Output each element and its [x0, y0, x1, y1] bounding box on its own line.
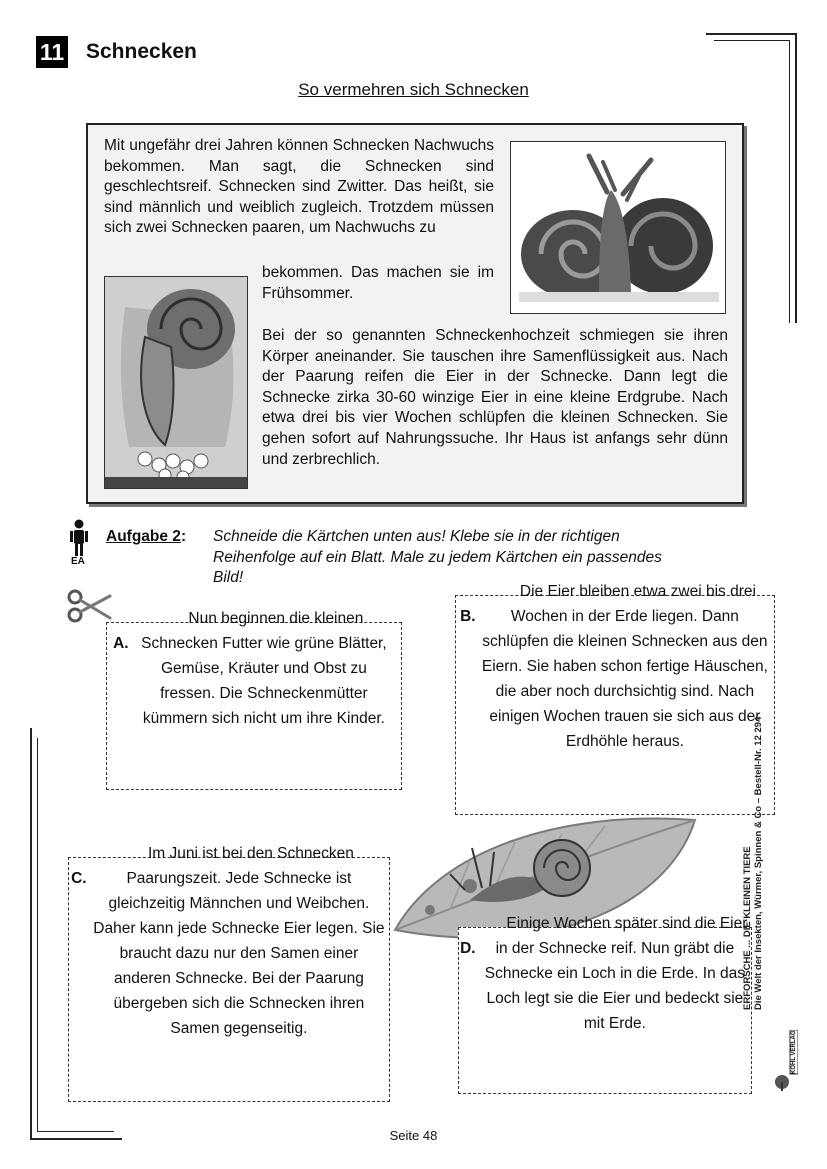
card-d-text: Einige Wochen später sind die Eier in der Schnecke reif. Nun gräbt die Schnecke ein Loch in die Erde. In das Loch legt sie die Eier und bedeckt sie mit Erde.	[484, 915, 748, 1032]
card-c-text: Im Juni ist bei den Schnecken Paarungszeit. Jede Schnecke ist gleichzeitig Männchen und Weibchen. Daher kann jede Schnecke Eier legen. Sie braucht dazu nur den Samen einer anderen Schnecke. Bei der Paarung übergeben sich die Schnecken ihren Samen gegenseitig.	[93, 845, 385, 1037]
chapter-number: 11	[36, 36, 68, 68]
chapter-title: Schnecken	[86, 40, 197, 63]
section-title: So vermehren sich Schnecken	[298, 80, 529, 99]
info-paragraph-2: Bei der so genannten Schneckenhochzeit schmiegen sie ihren Körper aneinander. Sie tauschen ihre Samenflüssigkeit aus. Nach der Paarung reifen die Eier in der Schnecke. Dann legt die Schnecke zirka 30-60 winzige Eier in eine kleine Erdgrube. Nach etwa drei bis vier Wochen schlüpfen die kleinen Schnecken. Sie gehen sofort auf Nahrungssuche. Ihr Haus ist anfangs sehr dünn und zerbrechlich.	[262, 327, 728, 468]
task-label-suffix: :	[180, 528, 187, 545]
info-paragraph-1-continued: bekommen. Das machen sie im Frühsommer.	[262, 264, 494, 302]
card-b-letter: B.	[460, 608, 476, 625]
publisher-logo	[770, 1030, 798, 1092]
card-c-letter: C.	[71, 870, 87, 887]
snail-laying-eggs-drawing	[104, 276, 248, 489]
publisher-sidebar	[742, 630, 786, 1010]
card-c	[68, 845, 390, 1102]
publisher-name: KOHL VERLAG	[791, 1030, 797, 1074]
book-subtitle: Die Welt der Insekten, Würmer, Spinnen & Co – Bestell-Nr. 12 294	[753, 716, 764, 1010]
mating-snails-photo	[510, 141, 726, 314]
frame-line	[30, 728, 32, 1140]
task-label-text: Aufgabe 2	[106, 528, 181, 545]
scissors-icon	[66, 588, 112, 626]
card-a	[106, 610, 402, 790]
frame-line	[795, 33, 797, 323]
card-d-letter: D.	[460, 940, 476, 957]
frame-line	[714, 40, 790, 41]
card-a-letter: A.	[113, 635, 129, 652]
card-a-text: Nun beginnen die kleinen Schnecken Futter wie grüne Blätter, Gemüse, Kräuter und Obst zu fressen. Die Schneckenmütter kümmern sich nicht um ihre Kinder.	[141, 610, 387, 727]
book-title: ERFORSCHE ... DIE KLEINEN TIERE	[742, 846, 753, 1010]
card-b-text: Die Eier bleiben etwa zwei bis drei Wochen in der Erde liegen. Dann schlüpfen die kleinen Schnecken aus den Eiern. Sie haben schon fertige Häuschen, die aber noch durchsichtig sind. Nach einigen Wochen trauen sie sich aus der Erdhöhle heraus.	[481, 583, 768, 750]
frame-line	[37, 738, 38, 1132]
frame-line	[706, 33, 797, 35]
page-number: Seite 48	[389, 1128, 438, 1143]
task-label	[106, 527, 186, 547]
individual-work-label: EA	[71, 556, 85, 567]
card-b	[455, 583, 775, 815]
task-instructions: Schneide die Kärtchen unten aus! Klebe sie in der richtigen Reihenfolge auf ein Blatt. Male zu jedem Kärtchen ein passendes Bild!	[213, 528, 662, 586]
info-paragraph-1: Mit ungefähr drei Jahren können Schnecken Nachwuchs bekommen. Man sagt, die Schnecken sind geschlechtsreif. Schnecken sind Zwitter. Das heißt, sie sind männlich und weiblich zugleich. Trotzdem müssen sich zwei Schnecken paaren, um Nachwuchs zu	[104, 137, 494, 237]
